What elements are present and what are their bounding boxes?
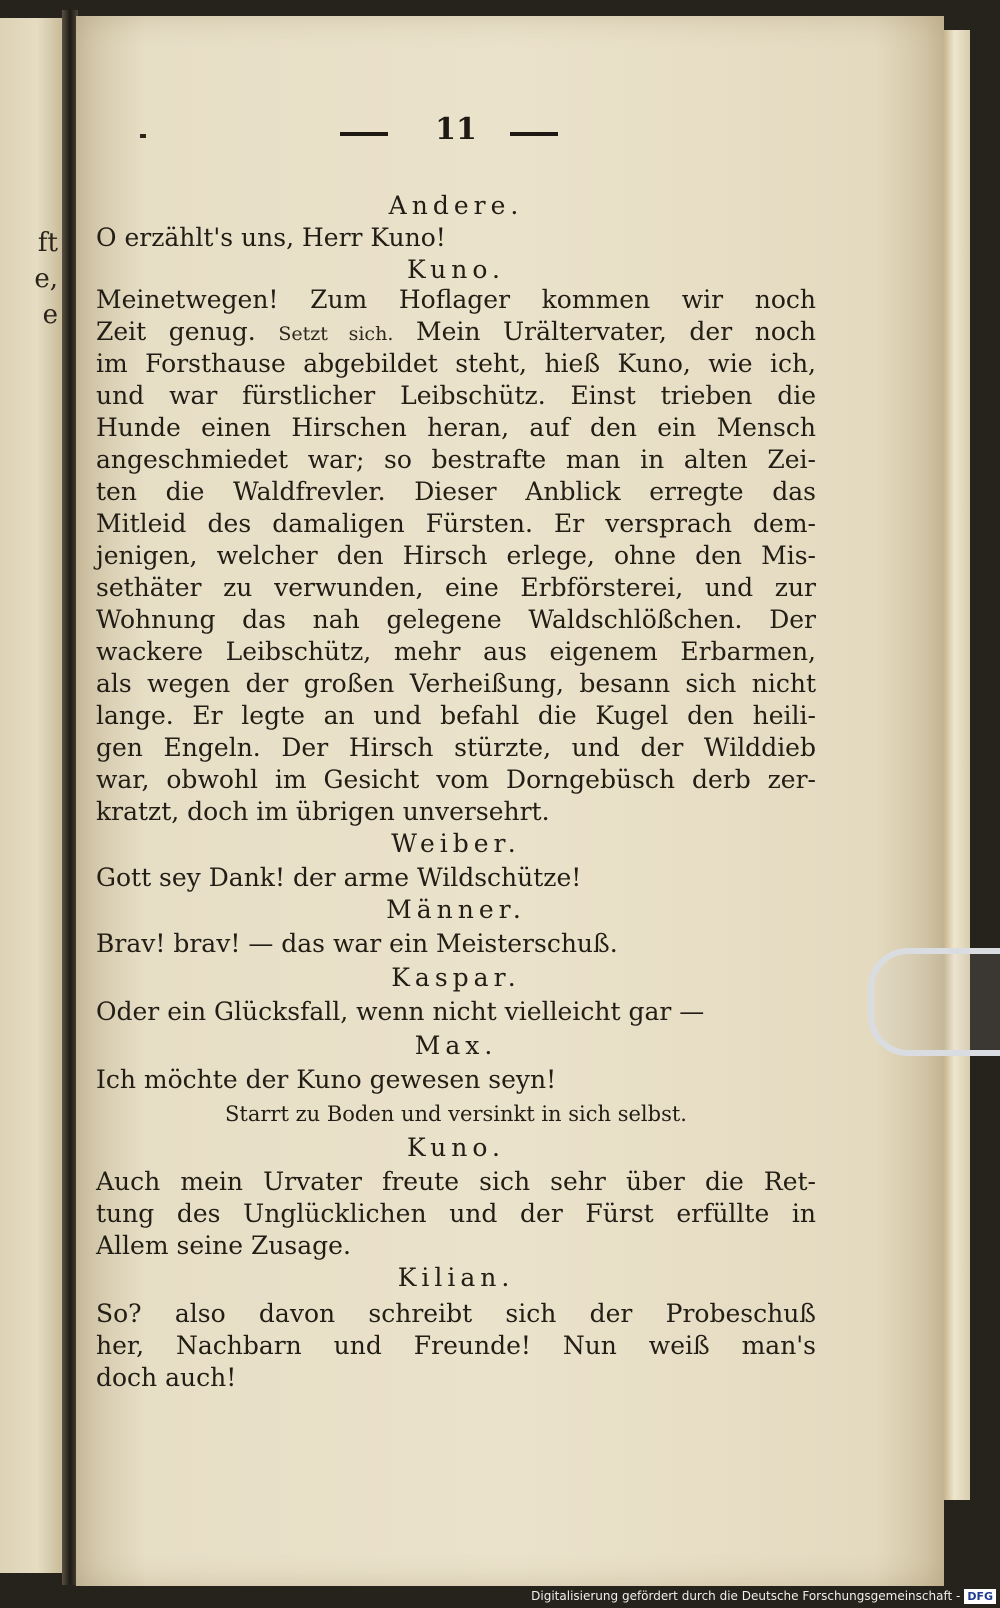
- text-line: sethäter zu verwunden, eine Erbförsterei, und zur: [96, 573, 816, 602]
- stage-direction: Setzt sich.: [278, 323, 394, 345]
- speaker-name: Männer.: [386, 895, 526, 924]
- text-line: jenigen, welcher den Hirsch erlege, ohne den Mis-: [96, 541, 816, 570]
- text-line: wackere Leibschütz, mehr aus eigenem Erbarmen,: [96, 637, 816, 666]
- text-line: Hunde einen Hirschen heran, auf den ein Mensch: [96, 413, 816, 442]
- text-line: kratzt, doch im übrigen unversehrt.: [96, 797, 550, 826]
- text-segment: Mein Urältervater, der noch: [415, 317, 816, 346]
- header-dash-right: [510, 132, 558, 136]
- page-number: 11: [435, 112, 477, 147]
- text-line: im Forsthause abgebildet steht, hieß Kuno, wie ich,: [96, 349, 816, 378]
- page-clip: [868, 948, 1000, 1056]
- speaker-name: Max.: [414, 1031, 498, 1060]
- left-page-fragment: ft: [37, 228, 58, 258]
- text-line: [96, 316, 816, 350]
- speaker-name: Kaspar.: [391, 963, 521, 992]
- header-mark: [140, 134, 146, 138]
- text-line: angeschmiedet war; so bestrafte man in alten Zei-: [96, 445, 816, 474]
- text-line: Oder ein Glücksfall, wenn nicht vielleicht gar —: [96, 997, 705, 1026]
- text-segment: Zeit genug.: [96, 317, 256, 346]
- digitization-credit: [531, 1586, 996, 1606]
- speaker-name: Weiber.: [391, 829, 521, 858]
- text-line: Allem seine Zusage.: [96, 1231, 351, 1260]
- page-stack-edge: [944, 30, 970, 1500]
- left-page-fragment: e: [42, 300, 58, 330]
- text-line: her, Nachbarn und Freunde! Nun weiß man's: [96, 1331, 816, 1360]
- text-line: Auch mein Urvater freute sich sehr über die Ret-: [96, 1167, 816, 1196]
- text-line: O erzählt's uns, Herr Kuno!: [96, 223, 446, 252]
- text-line: war, obwohl im Gesicht vom Dorngebüsch derb zer-: [96, 765, 816, 794]
- text-line: gen Engeln. Der Hirsch stürzte, und der Wilddieb: [96, 733, 816, 762]
- text-line: ten die Waldfrevler. Dieser Anblick erregte das: [96, 477, 816, 506]
- credit-text: Digitalisierung gefördert durch die Deutsche Forschungsgemeinschaft -: [531, 1589, 961, 1603]
- speaker-name: Kilian.: [397, 1263, 515, 1292]
- text-line: Mitleid des damaligen Fürsten. Er versprach dem-: [96, 509, 816, 538]
- text-line: Brav! brav! — das war ein Meisterschuß.: [96, 929, 618, 958]
- text-line: und war fürstlicher Leibschütz. Einst trieben die: [96, 381, 816, 410]
- stage-direction: Starrt zu Boden und versinkt in sich selbst.: [225, 1102, 687, 1126]
- text-line: Gott sey Dank! der arme Wildschütze!: [96, 863, 582, 892]
- text-line: lange. Er legte an und befahl die Kugel den heili-: [96, 701, 816, 730]
- left-page-edge: [0, 18, 62, 1573]
- page-header: [96, 112, 816, 147]
- speaker-name: Kuno.: [407, 1133, 505, 1162]
- speaker-name: Kuno.: [407, 255, 505, 284]
- header-dash-left: [340, 132, 388, 136]
- dfg-logo: DFG: [964, 1589, 996, 1604]
- text-line: Ich möchte der Kuno gewesen seyn!: [96, 1065, 557, 1094]
- text-line: tung des Unglücklichen und der Fürst erfüllte in: [96, 1199, 816, 1228]
- text-line: So? also davon schreibt sich der Probeschuß: [96, 1299, 816, 1328]
- speaker-name: Andere.: [388, 191, 524, 220]
- text-line: doch auch!: [96, 1363, 237, 1392]
- left-page-fragment: e,: [34, 264, 58, 294]
- text-line: Wohnung das nah gelegene Waldschlößchen. Der: [96, 605, 816, 634]
- text-line: als wegen der großen Verheißung, besann sich nicht: [96, 669, 816, 698]
- text-line: Meinetwegen! Zum Hoflager kommen wir noch: [96, 285, 816, 314]
